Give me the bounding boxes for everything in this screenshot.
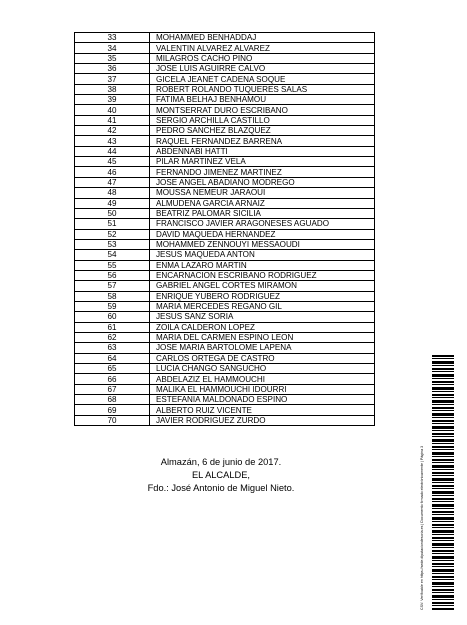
name-list-table bbox=[74, 32, 375, 426]
row-person-name: ESTEFANIA MALDONADO ESPINO bbox=[150, 395, 375, 405]
row-person-name: MARIA MERCEDES REGANO GIL bbox=[150, 301, 375, 311]
table-row bbox=[75, 208, 375, 218]
row-number: 43 bbox=[75, 136, 150, 146]
row-number: 39 bbox=[75, 95, 150, 105]
row-number: 49 bbox=[75, 198, 150, 208]
table-row bbox=[75, 332, 375, 342]
row-number: 44 bbox=[75, 146, 150, 156]
table-row bbox=[75, 33, 375, 43]
table-row bbox=[75, 364, 375, 374]
row-person-name: ENCARNACION ESCRIBANO RODRIGUEZ bbox=[150, 270, 375, 280]
row-person-name: GABRIEL ANGEL CORTES MIRAMON bbox=[150, 281, 375, 291]
row-number: 53 bbox=[75, 239, 150, 249]
row-person-name: CARLOS ORTEGA DE CASTRO bbox=[150, 353, 375, 363]
row-number: 42 bbox=[75, 126, 150, 136]
row-person-name: MONTSERRAT DURO ESCRIBANO bbox=[150, 105, 375, 115]
row-number: 55 bbox=[75, 260, 150, 270]
table-row bbox=[75, 146, 375, 156]
row-number: 40 bbox=[75, 105, 150, 115]
table-row bbox=[75, 53, 375, 63]
table-row bbox=[75, 415, 375, 425]
row-person-name: ALMUDENA GARCIA ARNAIZ bbox=[150, 198, 375, 208]
table-row bbox=[75, 301, 375, 311]
row-person-name: JOSE ANGEL ABADIANO MODREGO bbox=[150, 177, 375, 187]
table-row bbox=[75, 374, 375, 384]
row-number: 36 bbox=[75, 64, 150, 74]
row-person-name: JOSE LUIS AGUIRRE CALVO bbox=[150, 64, 375, 74]
row-person-name: JESUS SANZ SORIA bbox=[150, 312, 375, 322]
table-row bbox=[75, 188, 375, 198]
row-person-name: MOHAMMED ZENNOUYI MESSAOUDI bbox=[150, 239, 375, 249]
row-person-name: SERGIO ARCHILLA CASTILLO bbox=[150, 115, 375, 125]
table-row bbox=[75, 343, 375, 353]
row-person-name: PEDRO SANCHEZ BLAZQUEZ bbox=[150, 126, 375, 136]
row-person-name: ENRIQUE YUBERO RODRIGUEZ bbox=[150, 291, 375, 301]
row-number: 69 bbox=[75, 405, 150, 415]
row-number: 63 bbox=[75, 343, 150, 353]
row-person-name: LUCIA CHANGO SANGUCHO bbox=[150, 364, 375, 374]
table-row bbox=[75, 95, 375, 105]
table-row bbox=[75, 74, 375, 84]
row-person-name: VALENTIN ALVAREZ ALVAREZ bbox=[150, 43, 375, 53]
row-person-name: FATIMA BELHAJ BENHAMOU bbox=[150, 95, 375, 105]
table-row bbox=[75, 322, 375, 332]
row-number: 52 bbox=[75, 229, 150, 239]
row-person-name: DAVID MAQUEDA HERNANDEZ bbox=[150, 229, 375, 239]
row-number: 62 bbox=[75, 332, 150, 342]
row-number: 68 bbox=[75, 395, 150, 405]
row-number: 50 bbox=[75, 208, 150, 218]
row-number: 34 bbox=[75, 43, 150, 53]
row-person-name: MOHAMMED BENHADDAJ bbox=[150, 33, 375, 43]
verification-stamp bbox=[420, 355, 430, 610]
row-person-name: RAQUEL FERNANDEZ BARRENA bbox=[150, 136, 375, 146]
table-row bbox=[75, 136, 375, 146]
row-number: 48 bbox=[75, 188, 150, 198]
row-person-name: MILAGROS CACHO PINO bbox=[150, 53, 375, 63]
row-number: 33 bbox=[75, 33, 150, 43]
table-row bbox=[75, 260, 375, 270]
row-number: 67 bbox=[75, 384, 150, 394]
name-list-body bbox=[75, 33, 375, 426]
table-row bbox=[75, 384, 375, 394]
row-number: 60 bbox=[75, 312, 150, 322]
row-number: 47 bbox=[75, 177, 150, 187]
verification-stamp-text: CSV: Verificable en https://sede.diputaciondesoria.es | Documento firmado electrónicamente | Página 3 bbox=[420, 445, 424, 610]
row-person-name: FRANCISCO JAVIER ARAGONESES AGUADO bbox=[150, 219, 375, 229]
table-row bbox=[75, 157, 375, 167]
row-number: 54 bbox=[75, 250, 150, 260]
table-row bbox=[75, 229, 375, 239]
row-number: 66 bbox=[75, 374, 150, 384]
table-row bbox=[75, 270, 375, 280]
closing-role-line: EL ALCALDE, bbox=[191, 470, 251, 480]
row-number: 59 bbox=[75, 301, 150, 311]
table-row bbox=[75, 353, 375, 363]
row-person-name: BEATRIZ PALOMAR SICILIA bbox=[150, 208, 375, 218]
row-person-name: ZOILA CALDERON LOPEZ bbox=[150, 322, 375, 332]
row-number: 70 bbox=[75, 415, 150, 425]
row-person-name: ENMA LAZARO MARTIN bbox=[150, 260, 375, 270]
row-person-name: MOUSSA NEMEUR JARAOUI bbox=[150, 188, 375, 198]
row-number: 46 bbox=[75, 167, 150, 177]
row-person-name: JAVIER RODRIGUEZ ZURDO bbox=[150, 415, 375, 425]
row-number: 35 bbox=[75, 53, 150, 63]
row-number: 41 bbox=[75, 115, 150, 125]
barcode-image bbox=[432, 355, 454, 610]
row-number: 58 bbox=[75, 291, 150, 301]
row-number: 64 bbox=[75, 353, 150, 363]
row-person-name: ALBERTO RUIZ VICENTE bbox=[150, 405, 375, 415]
row-person-name: MARIA DEL CARMEN ESPINO LEON bbox=[150, 332, 375, 342]
row-person-name: MALIKA EL HAMMOUCHI IDOURRI bbox=[150, 384, 375, 394]
row-person-name: ROBERT ROLANDO TUQUERES SALAS bbox=[150, 84, 375, 94]
table-row bbox=[75, 105, 375, 115]
table-row bbox=[75, 64, 375, 74]
row-number: 61 bbox=[75, 322, 150, 332]
table-row bbox=[75, 115, 375, 125]
row-number: 57 bbox=[75, 281, 150, 291]
row-person-name: GICELA JEANET CADENA SOQUE bbox=[150, 74, 375, 84]
row-number: 65 bbox=[75, 364, 150, 374]
closing-signature-line: Fdo.: José Antonio de Miguel Nieto. bbox=[147, 483, 295, 493]
table-row bbox=[75, 239, 375, 249]
row-person-name: JOSE MARIA BARTOLOME LAPENA bbox=[150, 343, 375, 353]
table-row bbox=[75, 250, 375, 260]
table-row bbox=[75, 395, 375, 405]
row-person-name: ABDELAZIZ EL HAMMOUCHI bbox=[150, 374, 375, 384]
row-person-name: PILAR MARTINEZ VELA bbox=[150, 157, 375, 167]
row-number: 37 bbox=[75, 74, 150, 84]
row-number: 45 bbox=[75, 157, 150, 167]
table-row bbox=[75, 281, 375, 291]
row-number: 56 bbox=[75, 270, 150, 280]
row-number: 38 bbox=[75, 84, 150, 94]
table-row bbox=[75, 405, 375, 415]
table-row bbox=[75, 291, 375, 301]
row-person-name: FERNANDO JIMENEZ MARTINEZ bbox=[150, 167, 375, 177]
table-row bbox=[75, 43, 375, 53]
table-row bbox=[75, 84, 375, 94]
closing-date-line: Almazán, 6 de junio de 2017. bbox=[160, 457, 282, 467]
table-row bbox=[75, 126, 375, 136]
table-row bbox=[75, 198, 375, 208]
row-person-name: JESUS MAQUEDA ANTON bbox=[150, 250, 375, 260]
table-row bbox=[75, 312, 375, 322]
table-row bbox=[75, 167, 375, 177]
row-person-name: ABDENNABI HATTI bbox=[150, 146, 375, 156]
table-row bbox=[75, 177, 375, 187]
table-row bbox=[75, 219, 375, 229]
row-number: 51 bbox=[75, 219, 150, 229]
